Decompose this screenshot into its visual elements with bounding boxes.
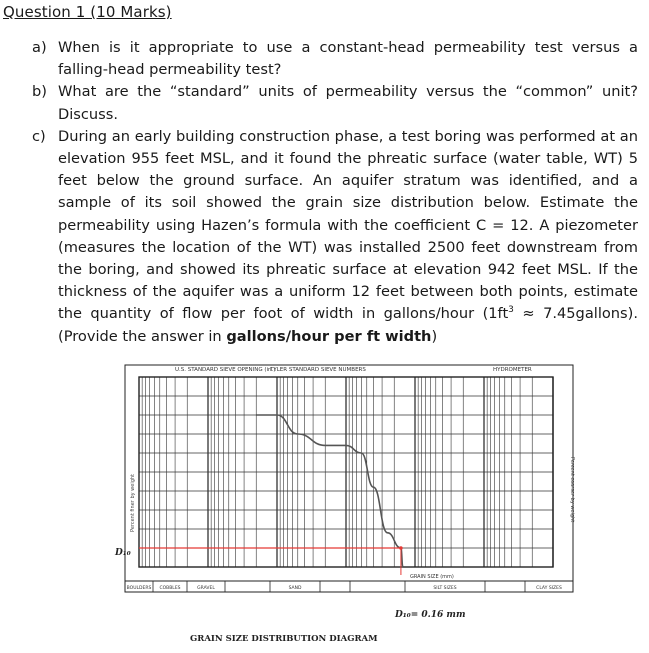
item-text: During an early building construction phase, a test boring was performed at an elevation 955 feet MSL, and it found the phreatic surface (water table, WT) 5 feet below the ground surface. An aquifer stratum was identified, and a sample of its soil showed the grain size distribution below. Estimate the permeability using Hazen’s formula with the coefficient C = 12. A piezometer (measures the location of the WT) was installed 2500 feet downstream from the boring, and showed its phreatic surface at elevation 942 feet MSL. If the thickness of the aquifer was a uniform 12 feet between both points, estimate the quantity of flow per foot of width in gallons/hour (1ft <box>58 127 638 323</box>
answer-units: gallons/hour per ft width <box>226 327 432 345</box>
question-item-c <box>32 126 638 348</box>
soil-class-cell: SAND <box>288 586 302 591</box>
soil-class-cell: GRAVEL <box>197 586 215 591</box>
superscript-3: 3 <box>508 305 514 316</box>
chart-grid <box>139 377 553 567</box>
soil-class-table <box>125 581 573 592</box>
y-label-right: Percent coarser by weight <box>569 457 575 523</box>
soil-class-cell: CLAY SIZES <box>536 586 562 591</box>
item-label: c) <box>32 127 46 145</box>
soil-class-cell: SILT SIZES <box>433 586 457 591</box>
question-item-b <box>32 81 638 125</box>
chart-svg <box>105 357 590 653</box>
grain-size-chart <box>105 357 590 653</box>
chart-caption: GRAIN SIZE DISTRIBUTION DIAGRAM <box>190 634 378 644</box>
y-label-left: Percent finer by weight <box>130 473 136 532</box>
item-text-end: ) <box>431 327 438 345</box>
table-border <box>125 581 573 592</box>
curve-layer <box>139 415 403 575</box>
item-label: b) <box>32 83 47 101</box>
d10-point <box>399 546 403 550</box>
item-text: What are the “standard” units of permeability versus the “common” unit? Discuss. <box>58 83 638 123</box>
header-hydrometer: HYDROMETER <box>493 367 532 373</box>
item-text: When is it appropriate to use a constant-head permeability test versus a falling-head permeability test? <box>58 39 638 79</box>
item-label: a) <box>32 39 47 56</box>
header-sieve-numbers: TYLER STANDARD SIEVE NUMBERS <box>270 367 366 373</box>
soil-class-cell: BOULDERS <box>126 586 152 591</box>
question-list <box>32 37 638 348</box>
question-title: Question 1 (10 Marks) <box>3 3 172 21</box>
soil-class-cell: COBBLES <box>159 586 181 591</box>
header-sieve-opening: U.S. STANDARD SIEVE OPENING (in.) <box>175 367 276 373</box>
d10-label: D₁₀ <box>115 548 131 558</box>
item-text-mid: ≈ 7.45gallons). (Provide the answer in <box>58 305 638 345</box>
question-item-a <box>32 37 638 81</box>
d10-value: D₁₀= 0.16 mm <box>395 610 466 620</box>
grain-size-label: GRAIN SIZE (mm) <box>410 574 454 580</box>
